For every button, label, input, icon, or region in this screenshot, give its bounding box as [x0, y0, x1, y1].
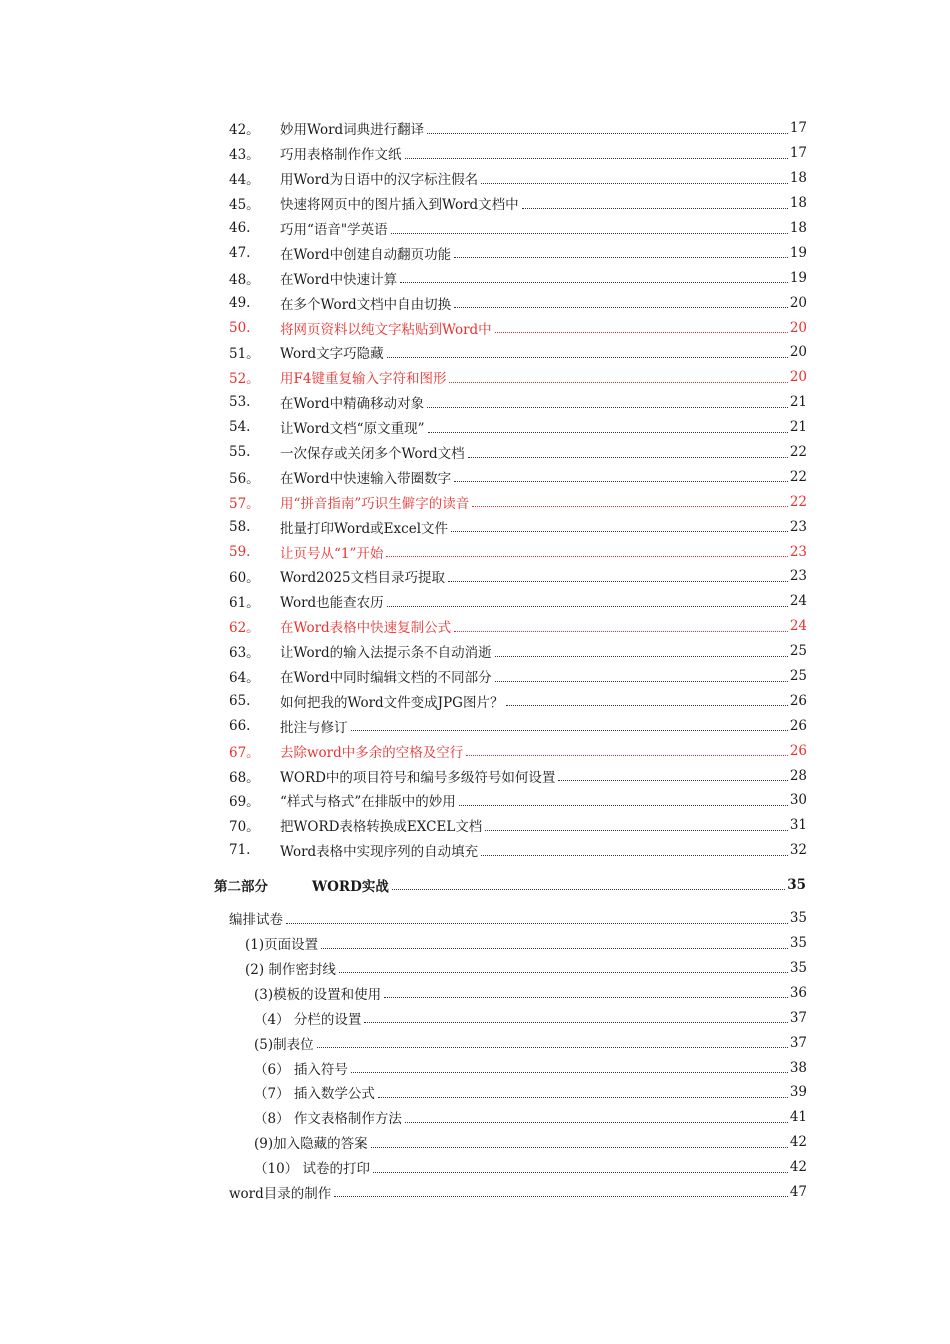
dot-leader	[392, 889, 785, 890]
toc-subentry[interactable]	[0, 980, 807, 1005]
toc-entry[interactable]	[0, 191, 807, 216]
toc-subentry-page: 41	[789, 1109, 807, 1126]
toc-entry-page: 21	[789, 394, 807, 411]
toc-entry-page: 22	[789, 468, 807, 485]
toc-entry-page: 24	[789, 593, 807, 610]
dot-leader	[351, 730, 788, 731]
dot-leader	[454, 631, 788, 632]
toc-entry-title: 用Word为日语中的汉字标注假名	[280, 172, 479, 189]
toc-subentry-page: 39	[789, 1084, 807, 1101]
part-label: 第二部分	[214, 878, 268, 895]
toc-subentry[interactable]	[0, 1155, 807, 1180]
toc-entry-number: 67。	[229, 744, 260, 761]
toc-entry-number: 42。	[229, 122, 260, 139]
dot-leader	[485, 830, 788, 831]
toc-entry[interactable]	[0, 315, 807, 340]
toc-entry-page: 32	[789, 842, 807, 859]
toc-entry-number: 43。	[229, 147, 260, 164]
toc-entry-page: 22	[789, 493, 807, 510]
dot-leader	[400, 282, 788, 283]
toc-entry-page: 26	[789, 717, 807, 734]
toc-entry-title: “样式与格式”在排版中的妙用	[280, 794, 456, 811]
toc-entry[interactable]	[0, 265, 807, 290]
toc-subentry-title: （10） 试卷的打印	[254, 1161, 370, 1178]
toc-entry-number: 71.	[229, 842, 251, 859]
toc-entry-page: 23	[789, 568, 807, 585]
toc-entry-number: 61。	[229, 595, 260, 612]
toc-entry-title: 在Word中精确移动对象	[280, 396, 425, 413]
toc-subentry-page: 35	[789, 910, 807, 927]
toc-subentry-page: 42	[789, 1134, 807, 1151]
dot-leader	[466, 755, 788, 756]
toc-entry-title: 巧用“语音"学英语	[280, 222, 388, 238]
toc-entry[interactable]	[0, 415, 807, 440]
toc-entry-page: 31	[789, 817, 807, 834]
toc-entry[interactable]	[0, 589, 807, 614]
toc-entry-title: 把WORD表格转换成EXCEL文档	[280, 819, 483, 836]
dot-leader	[495, 656, 788, 657]
dot-leader	[468, 457, 788, 458]
toc-entry-number: 62。	[229, 620, 260, 637]
toc-entry-number: 47.	[229, 244, 251, 261]
dot-leader	[495, 681, 788, 682]
toc-entry-title: 用“拼音指南”巧识生僻字的读音	[280, 495, 470, 512]
toc-entry-title: Word2025文档目录巧提取	[280, 570, 446, 587]
toc-subentry-title: 编排试卷	[229, 912, 283, 929]
toc-subentry-title: (9)加入隐藏的答案	[254, 1136, 368, 1153]
toc-entry-page: 20	[789, 369, 807, 386]
toc-entry[interactable]	[0, 614, 807, 639]
dot-leader	[428, 432, 788, 433]
toc-entry-number: 69。	[229, 794, 260, 811]
toc-subentry[interactable]	[0, 1105, 807, 1130]
toc-entry-number: 45。	[229, 197, 260, 214]
toc-entry-number: 58.	[229, 518, 251, 535]
toc-subentry-title: (3)模板的设置和使用	[254, 986, 382, 1003]
toc-subentry-title: word目录的制作	[229, 1185, 332, 1202]
dot-leader	[454, 307, 788, 308]
toc-subentry-page: 37	[789, 1034, 807, 1051]
toc-entry-page: 19	[789, 244, 807, 261]
dot-leader	[459, 805, 788, 806]
toc-entry-page: 18	[789, 170, 807, 187]
dot-leader	[317, 1047, 788, 1048]
toc-entry[interactable]	[0, 813, 807, 838]
toc-subentry-title: （7） 插入数学公式	[254, 1086, 375, 1103]
dot-leader	[451, 531, 788, 532]
toc-entry-page: 18	[789, 195, 807, 212]
toc-subentry-title: （6） 插入符号	[254, 1061, 348, 1078]
dot-leader	[373, 1172, 788, 1173]
toc-entry-title: 让页号从“1”开始	[280, 545, 384, 562]
table-of-contents	[0, 116, 950, 1204]
dot-leader	[405, 1122, 788, 1123]
toc-entry-number: 49.	[229, 294, 251, 311]
toc-entry[interactable]	[0, 788, 807, 813]
dot-leader	[454, 481, 788, 482]
dot-leader	[427, 407, 788, 408]
toc-entry[interactable]	[0, 564, 807, 589]
toc-subentry[interactable]	[0, 1005, 807, 1030]
toc-subentry-title: （4） 分栏的设置	[254, 1011, 362, 1028]
toc-entry-title: Word文字巧隐藏	[280, 346, 384, 363]
dot-leader	[371, 1147, 788, 1148]
dot-leader	[364, 1022, 787, 1023]
toc-entry[interactable]	[0, 664, 807, 689]
dot-leader	[384, 997, 788, 998]
toc-entry-number: 56。	[229, 470, 260, 487]
toc-entry[interactable]	[0, 838, 807, 863]
toc-subentry[interactable]	[0, 1180, 807, 1205]
toc-subentry-title: （8） 作文表格制作方法	[254, 1111, 402, 1128]
toc-entry-title: 妙用Word词典进行翻译	[280, 122, 425, 139]
toc-subentry-title: (5)制表位	[254, 1036, 314, 1053]
dot-leader	[351, 1072, 788, 1073]
dot-leader	[472, 506, 788, 507]
dot-leader	[405, 158, 788, 159]
dot-leader	[522, 208, 788, 209]
toc-entry-title: 将网页资料以纯文字粘贴到Word中	[280, 321, 492, 338]
toc-entry-page: 22	[789, 444, 807, 461]
toc-entry[interactable]	[0, 141, 807, 166]
toc-subentry[interactable]	[0, 906, 807, 931]
toc-entry[interactable]	[0, 713, 807, 738]
toc-entry[interactable]	[0, 290, 807, 315]
toc-entry-title: 批注与修订	[280, 719, 348, 736]
part-heading[interactable]	[0, 872, 806, 898]
toc-entry-page: 26	[789, 692, 807, 709]
toc-entry-page: 19	[789, 269, 807, 286]
toc-entry-number: 70。	[229, 819, 260, 836]
dot-leader	[378, 1097, 788, 1098]
toc-entry-page: 20	[789, 319, 807, 336]
toc-entry[interactable]	[0, 514, 807, 539]
dot-leader	[391, 233, 788, 234]
toc-subentry-page: 35	[789, 935, 807, 952]
toc-entry-title: Word表格中实现序列的自动填充	[280, 844, 479, 861]
toc-entry[interactable]	[0, 639, 807, 664]
toc-entry[interactable]	[0, 763, 807, 788]
toc-subentry[interactable]	[0, 1130, 807, 1155]
toc-entry-page: 25	[789, 643, 807, 660]
toc-entry-title: 让Word文档“原文重现”	[280, 421, 425, 438]
toc-entry[interactable]	[0, 539, 807, 564]
toc-entry-title: 在Word中快速计算	[280, 271, 398, 288]
toc-entry[interactable]	[0, 390, 807, 415]
toc-subentry-title: (2) 制作密封线	[245, 961, 336, 978]
toc-entry-title: 在Word中快速输入带圈数字	[280, 470, 452, 487]
toc-entry-title: 快速将网页中的图片插入到Word文档中	[280, 197, 519, 214]
toc-entry-number: 59.	[229, 543, 251, 560]
toc-subentry[interactable]	[0, 931, 807, 956]
toc-entry-page: 30	[789, 792, 807, 809]
toc-entry-number: 63。	[229, 645, 260, 662]
toc-entry-title: 在Word表格中快速复制公式	[280, 620, 452, 637]
toc-entry-page: 24	[789, 618, 807, 635]
toc-entry-number: 51。	[229, 346, 260, 363]
toc-subentry-page: 36	[789, 984, 807, 1001]
dot-leader	[454, 257, 788, 258]
toc-entry-number: 66.	[229, 717, 251, 734]
toc-entry-number: 60。	[229, 570, 260, 587]
toc-entry-page: 21	[789, 419, 807, 436]
toc-entry-number: 53.	[229, 394, 251, 411]
toc-entry-page: 23	[789, 543, 807, 560]
toc-entry[interactable]	[0, 116, 807, 141]
toc-subentry-page: 35	[789, 959, 807, 976]
toc-subentry-title: (1)页面设置	[245, 937, 319, 954]
toc-entry-title: 让Word的输入法提示条不自动消逝	[280, 645, 492, 662]
toc-entry-number: 68。	[229, 769, 260, 786]
toc-subentry[interactable]	[0, 1055, 807, 1080]
dot-leader	[387, 606, 788, 607]
toc-entry[interactable]	[0, 464, 807, 489]
toc-entry[interactable]	[0, 688, 807, 713]
toc-subentry-page: 42	[789, 1159, 807, 1176]
toc-entry-page: 28	[789, 767, 807, 784]
toc-subentry[interactable]	[0, 956, 807, 981]
toc-entry-title: 如何把我的Word文件变成JPG图片？	[280, 694, 504, 711]
toc-entry-number: 54.	[229, 419, 251, 436]
toc-entry-number: 64。	[229, 670, 260, 687]
toc-entry-page: 17	[789, 120, 807, 137]
toc-entry-page: 17	[789, 145, 807, 162]
toc-entry-page: 18	[789, 220, 807, 236]
dot-leader	[481, 183, 788, 184]
toc-entry-number: 44。	[229, 172, 260, 189]
toc-entry-number: 48。	[229, 271, 260, 288]
dot-leader	[386, 556, 787, 557]
toc-subentry[interactable]	[0, 1080, 807, 1105]
part-title: WORD实战	[312, 878, 389, 895]
dot-leader	[495, 332, 788, 333]
toc-entry-number: 57。	[229, 495, 260, 512]
dot-leader	[427, 133, 788, 134]
toc-entry[interactable]	[0, 738, 807, 763]
toc-entry[interactable]	[0, 340, 807, 365]
toc-subentry-page: 47	[789, 1183, 807, 1200]
toc-entry-title: 在Word中同时编辑文档的不同部分	[280, 670, 492, 687]
toc-entry-title: 巧用表格制作作文纸	[280, 147, 402, 164]
toc-entry-number: 55.	[229, 444, 251, 461]
dot-leader	[387, 357, 788, 358]
toc-entry-page: 23	[789, 518, 807, 535]
toc-entry-title: 用F4键重复输入字符和图形	[280, 371, 447, 388]
toc-entry-title: 一次保存或关闭多个Word文档	[280, 446, 465, 463]
part-page: 35	[787, 876, 806, 893]
toc-entry-title: 去除word中多余的空格及空行	[280, 744, 464, 761]
toc-entry[interactable]	[0, 240, 807, 265]
toc-entry-number: 46.	[229, 220, 251, 236]
toc-entry-page: 20	[789, 294, 807, 311]
toc-entry-title: 在多个Word文档中自由切换	[280, 296, 452, 313]
dot-leader	[339, 972, 788, 973]
toc-entry-title: WORD中的项目符号和编号多级符号如何设置	[280, 769, 556, 786]
toc-entry[interactable]	[0, 489, 807, 514]
dot-leader	[286, 923, 788, 924]
toc-entry-number: 50.	[229, 319, 251, 336]
toc-entry[interactable]	[0, 365, 807, 390]
toc-entry-title: 在Word中创建自动翻页功能	[280, 246, 452, 263]
toc-entry[interactable]	[0, 440, 807, 465]
toc-entry[interactable]	[0, 166, 807, 191]
dot-leader	[558, 780, 787, 781]
toc-entry-number: 65.	[229, 692, 251, 709]
toc-entry-page: 25	[789, 668, 807, 685]
toc-subentry[interactable]	[0, 1030, 807, 1055]
dot-leader	[448, 581, 788, 582]
toc-entry-title: 批量打印Word或Excel文件	[280, 520, 449, 537]
dot-leader	[334, 1196, 788, 1197]
toc-subentry-page: 37	[789, 1009, 807, 1026]
toc-entry[interactable]	[0, 216, 807, 241]
toc-entry-number: 52。	[229, 371, 260, 388]
dot-leader	[506, 705, 787, 706]
toc-subentry-page: 38	[789, 1059, 807, 1076]
dot-leader	[481, 855, 788, 856]
toc-entry-title: Word也能查农历	[280, 595, 384, 612]
toc-entry-page: 26	[789, 742, 807, 759]
toc-entry-page: 20	[789, 344, 807, 361]
dot-leader	[321, 948, 788, 949]
dot-leader	[449, 382, 787, 383]
